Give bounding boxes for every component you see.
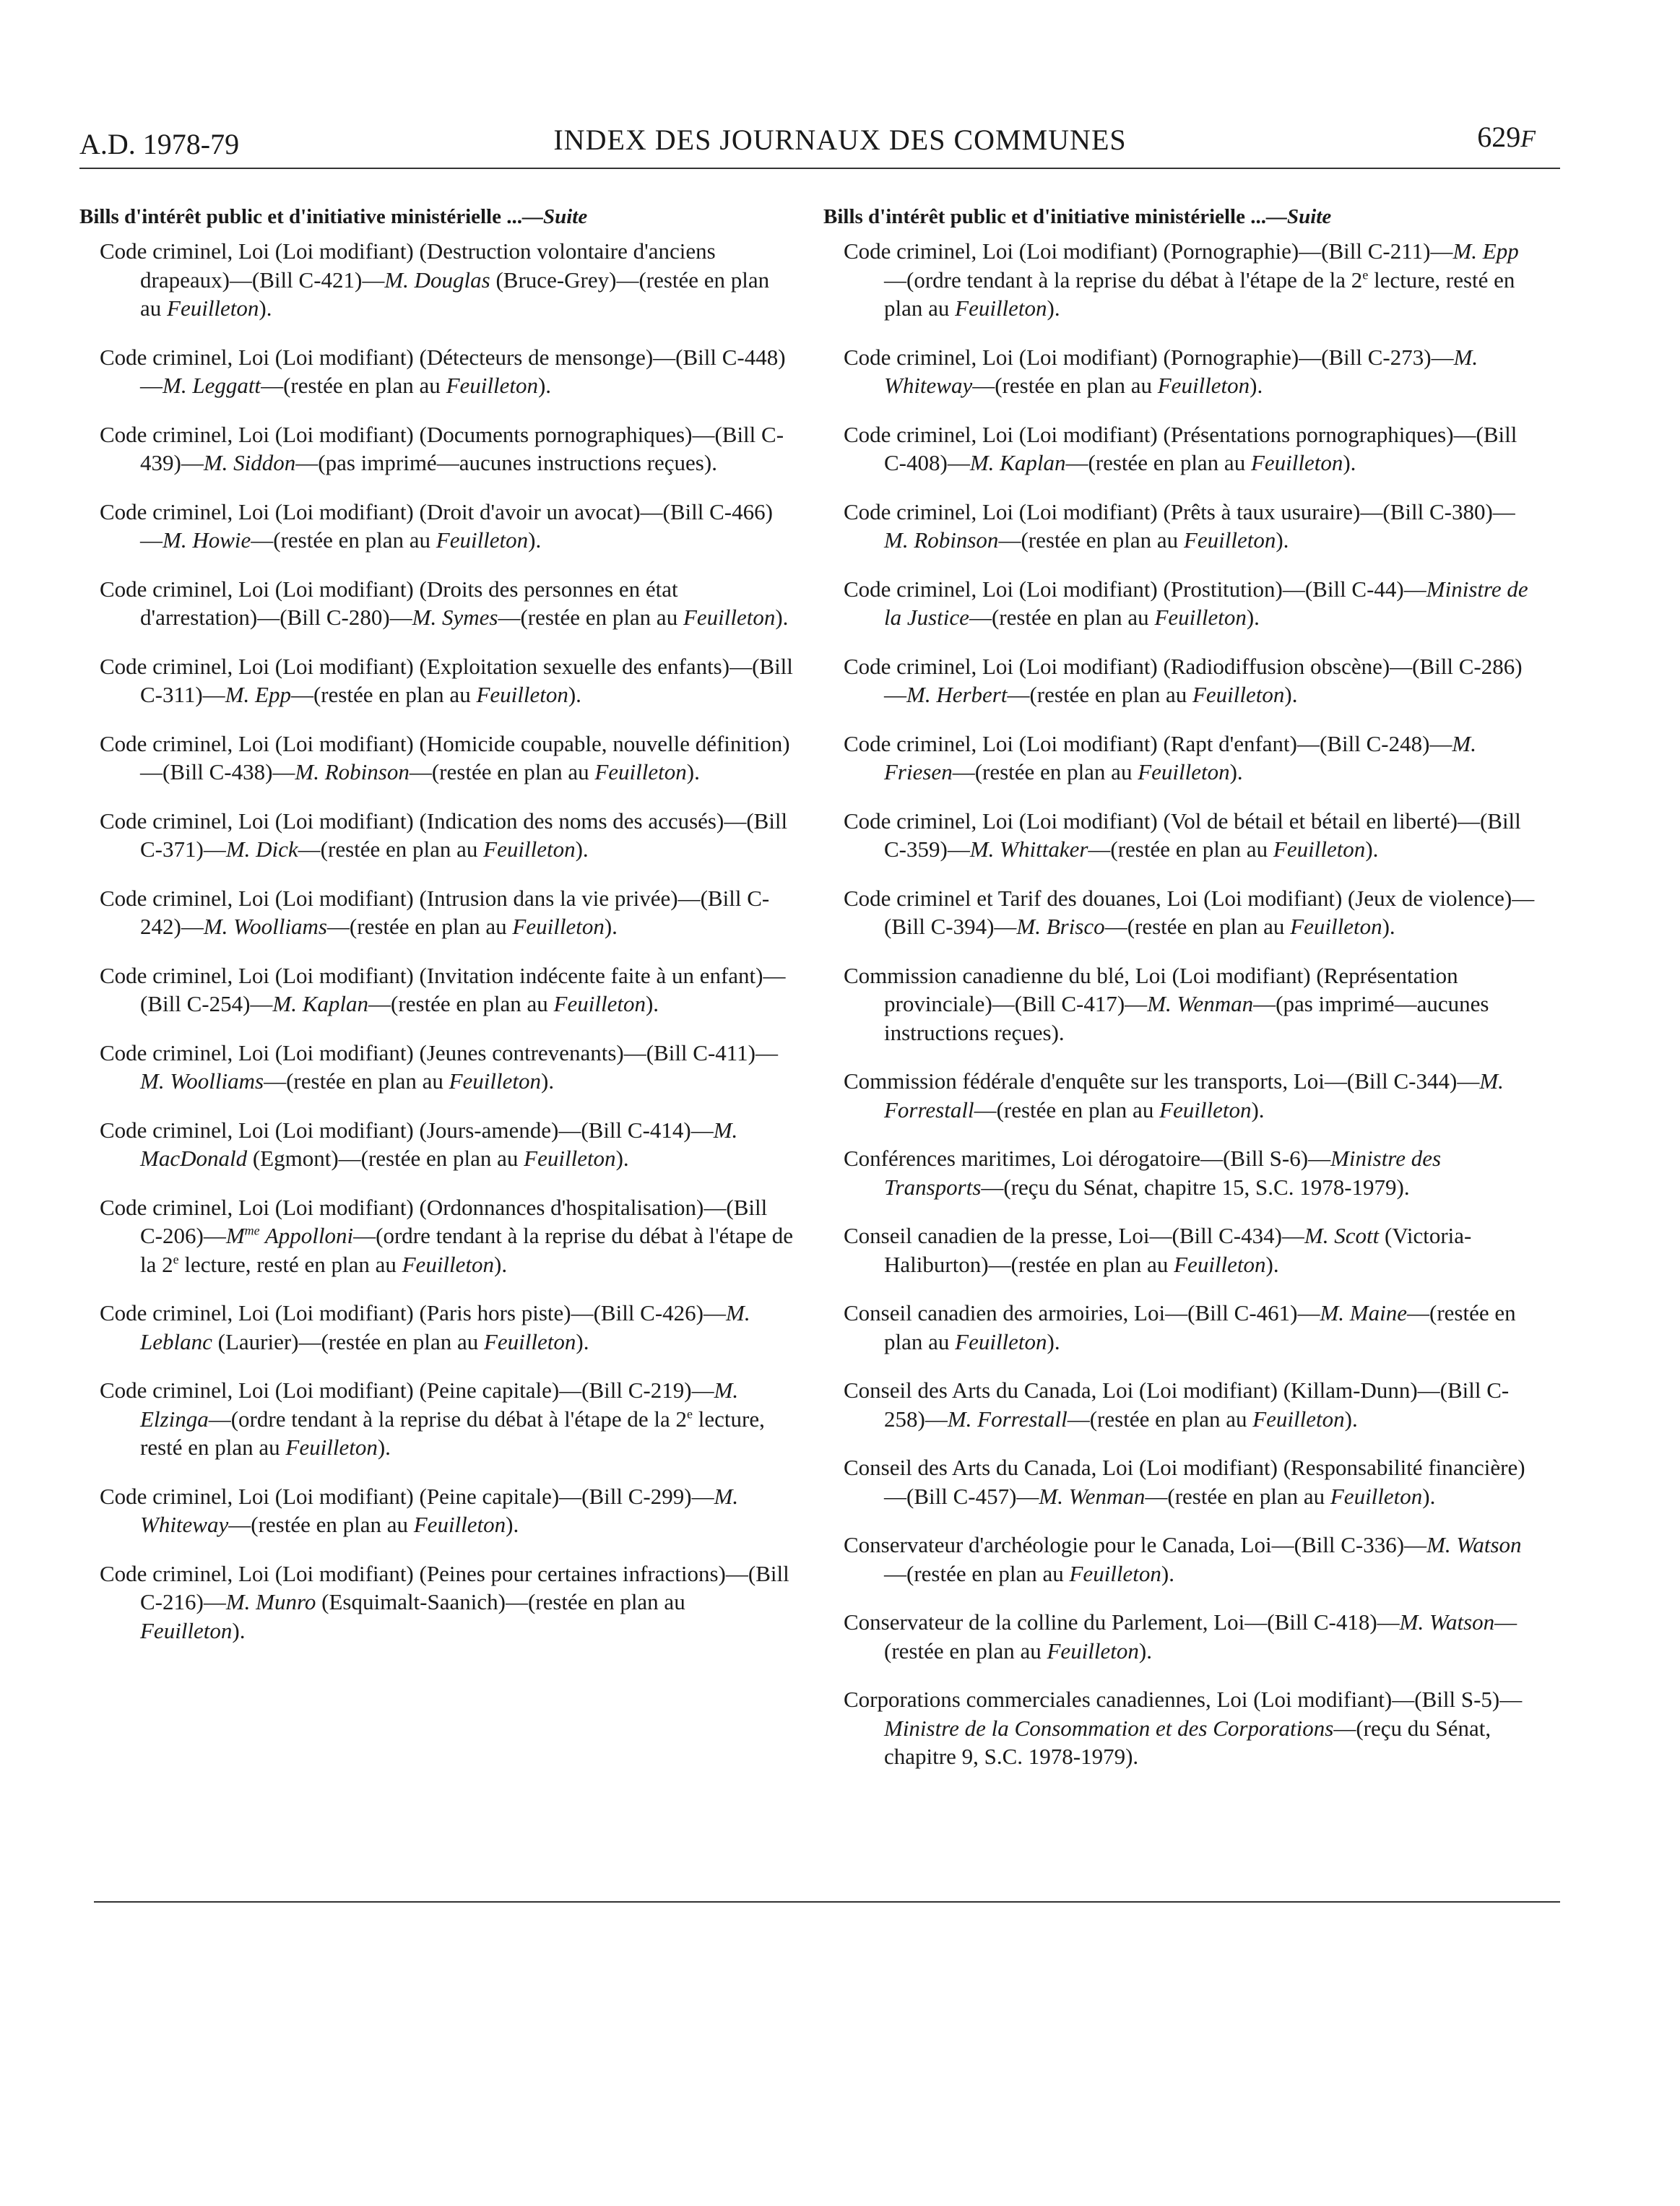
section-heading-suite: —Suite (1265, 205, 1332, 228)
page-number-value: 629 (1477, 121, 1521, 153)
index-entry: Code criminel, Loi (Loi modifiant) (Invitation indécente faite à un enfant)—(Bill C-254)—M. Kaplan—(restée en plan au Feuilleton). (100, 962, 786, 1016)
index-entry: Code criminel, Loi (Loi modifiant) (Droit d'avoir un avocat)—(Bill C-466)—M. Howie—(restée en plan au Feuilleton). (100, 498, 773, 553)
right-column (823, 204, 1538, 1791)
index-entry: Code criminel, Loi (Loi modifiant) (Documents pornographiques)—(Bill C-439)—M. Siddon—(pas imprimé—aucunes instructions reçues). (100, 421, 784, 475)
index-entry: Conférences maritimes, Loi dérogatoire—(Bill S-6)—Ministre des Transports—(reçu du Sénat, chapitre 15, S.C. 1978-1979). (844, 1146, 1442, 1200)
index-entry: Conservateur d'archéologie pour le Canada, Loi—(Bill C-336)—M. Watson—(restée en plan au Feuilleton). (844, 1532, 1522, 1586)
index-entry: Code criminel, Loi (Loi modifiant) (Droits des personnes en état d'arrestation)—(Bill C-280)—M. Symes—(restée en plan au Feuilleton). (100, 576, 789, 630)
index-entry: Code criminel, Loi (Loi modifiant) (Vol de bétail et bétail en liberté)—(Bill C-359)—M. Whittaker—(restée en plan au Feuilleton). (844, 808, 1521, 862)
index-entry: Code criminel, Loi (Loi modifiant) (Jeunes contrevenants)—(Bill C-411)—M. Woolliams—(restée en plan au Feuilleton). (100, 1039, 778, 1094)
section-heading-text: Bills d'intérêt public et d'initiative ministérielle ... (79, 205, 522, 228)
index-entry: Corporations commerciales canadiennes, Loi (Loi modifiant)—(Bill S-5)—Ministre de la Consommation et des Corporations—(reçu du Sénat, chapitre 9, S.C. 1978-1979). (844, 1687, 1523, 1769)
index-entry: Code criminel, Loi (Loi modifiant) (Détecteurs de mensonge)—(Bill C-448)—M. Leggatt—(restée en plan au Feuilleton). (100, 344, 786, 398)
index-entry: Commission canadienne du blé, Loi (Loi modifiant) (Représentation provinciale)—(Bill C-417)—M. Wenman—(pas imprimé—aucunes instructions reçues). (844, 962, 1489, 1045)
footer-divider (94, 1901, 1560, 1903)
index-entry: Conservateur de la colline du Parlement, Loi—(Bill C-418)—M. Watson—(restée en plan au Feuilleton). (844, 1609, 1517, 1664)
header-divider (79, 168, 1560, 169)
index-entry: Code criminel, Loi (Loi modifiant) (Paris hors piste)—(Bill C-426)—M. Leblanc (Laurier)—(restée en plan au Feuilleton). (100, 1300, 750, 1354)
page-title: INDEX DES JOURNAUX DES COMMUNES (553, 124, 1127, 156)
index-entry: Code criminel, Loi (Loi modifiant) (Peine capitale)—(Bill C-299)—M. Whiteway—(restée en plan au Feuilleton). (100, 1483, 739, 1537)
section-heading-text: Bills d'intérêt public et d'initiative ministérielle ... (823, 205, 1266, 228)
index-entry: Commission fédérale d'enquête sur les transports, Loi—(Bill C-344)—M. Forrestall—(restée en plan au Feuilleton). (844, 1068, 1504, 1123)
index-entry: Code criminel, Loi (Loi modifiant) (Présentations pornographiques)—(Bill C-408)—M. Kaplan—(restée en plan au Feuilleton). (844, 421, 1517, 475)
index-entry: Code criminel, Loi (Loi modifiant) (Prêts à taux usuraire)—(Bill C-380)—M. Robinson—(restée en plan au Feuilleton). (844, 498, 1515, 553)
index-entry: Code criminel, Loi (Loi modifiant) (Destruction volontaire d'anciens drapeaux)—(Bill C-421)—M. Douglas (Bruce-Grey)—(restée en plan au Feuilleton). (100, 238, 770, 321)
index-entry: Code criminel, Loi (Loi modifiant) (Radiodiffusion obscène)—(Bill C-286)—M. Herbert—(restée en plan au Feuilleton). (844, 653, 1523, 707)
left-entry-list (79, 237, 794, 1645)
index-entry: Code criminel, Loi (Loi modifiant) (Rapt d'enfant)—(Bill C-248)—M. Friesen—(restée en plan au Feuilleton). (844, 730, 1476, 784)
index-entry: Code criminel, Loi (Loi modifiant) (Indication des noms des accusés)—(Bill C-371)—M. Dick—(restée en plan au Feuilleton). (100, 808, 788, 862)
page-number-suffix: F (1520, 126, 1536, 152)
right-entry-list (823, 237, 1538, 1771)
section-heading-suite: —Suite (521, 205, 588, 228)
header-date: A.D. 1978-79 (79, 128, 240, 160)
index-entry: Code criminel, Loi (Loi modifiant) (Peines pour certaines infractions)—(Bill C-216)—M. Munro (Esquimalt-Saanich)—(restée en plan au Feuilleton). (100, 1560, 789, 1643)
index-entry: Conseil des Arts du Canada, Loi (Loi modifiant) (Responsabilité financière)—(Bill C-457)—M. Wenman—(restée en plan au Feuilleton). (844, 1455, 1525, 1509)
left-column (79, 204, 794, 1665)
index-entry: Code criminel, Loi (Loi modifiant) (Peine capitale)—(Bill C-219)—M. Elzinga—(ordre tendant à la reprise du débat à l'étape de la 2e lecture, resté en plan au Feuilleton). (100, 1377, 765, 1460)
index-entry: Code criminel, Loi (Loi modifiant) (Pornographie)—(Bill C-211)—M. Epp—(ordre tendant à la reprise du débat à l'étape de la 2e lecture, resté en plan au Feuilleton). (844, 238, 1519, 321)
index-entry: Conseil canadien de la presse, Loi—(Bill C-434)—M. Scott (Victoria-Haliburton)—(restée en plan au Feuilleton). (844, 1223, 1472, 1277)
index-entry: Conseil canadien des armoiries, Loi—(Bill C-461)—M. Maine—(restée en plan au Feuilleton). (844, 1300, 1516, 1354)
index-entry: Code criminel, Loi (Loi modifiant) (Intrusion dans la vie privée)—(Bill C-242)—M. Woolliams—(restée en plan au Feuilleton). (100, 885, 770, 939)
page-number (1477, 120, 1536, 154)
section-heading (79, 204, 794, 230)
index-entry: Code criminel, Loi (Loi modifiant) (Jours-amende)—(Bill C-414)—M. MacDonald (Egmont)—(restée en plan au Feuilleton). (100, 1117, 738, 1171)
index-entry: Code criminel, Loi (Loi modifiant) (Homicide coupable, nouvelle définition)—(Bill C-438)—M. Robinson—(restée en plan au Feuilleton). (100, 730, 790, 784)
index-entry: Conseil des Arts du Canada, Loi (Loi modifiant) (Killam-Dunn)—(Bill C-258)—M. Forrestall—(restée en plan au Feuilleton). (844, 1377, 1510, 1432)
index-entry: Code criminel, Loi (Loi modifiant) (Prostitution)—(Bill C-44)—Ministre de la Justice—(restée en plan au Feuilleton). (844, 576, 1528, 630)
index-entry: Code criminel, Loi (Loi modifiant) (Ordonnances d'hospitalisation)—(Bill $C-206)—M^{me}$ Appolloni—(ordre tendant à la reprise du débat à l'étape de la 2e lecture, resté en plan au Feuilleton). (100, 1194, 794, 1277)
index-entry: Code criminel, Loi (Loi modifiant) (Exploitation sexuelle des enfants)—(Bill C-311)—M. Epp—(restée en plan au Feuilleton). (100, 653, 793, 707)
index-entry: Code criminel et Tarif des douanes, Loi (Loi modifiant) (Jeux de violence)—(Bill C-394)—M. Brisco—(restée en plan au Feuilleton). (844, 885, 1535, 939)
index-entry: Code criminel, Loi (Loi modifiant) (Pornographie)—(Bill C-273)—M. Whiteway—(restée en plan au Feuilleton). (844, 344, 1478, 398)
section-heading (823, 204, 1538, 230)
